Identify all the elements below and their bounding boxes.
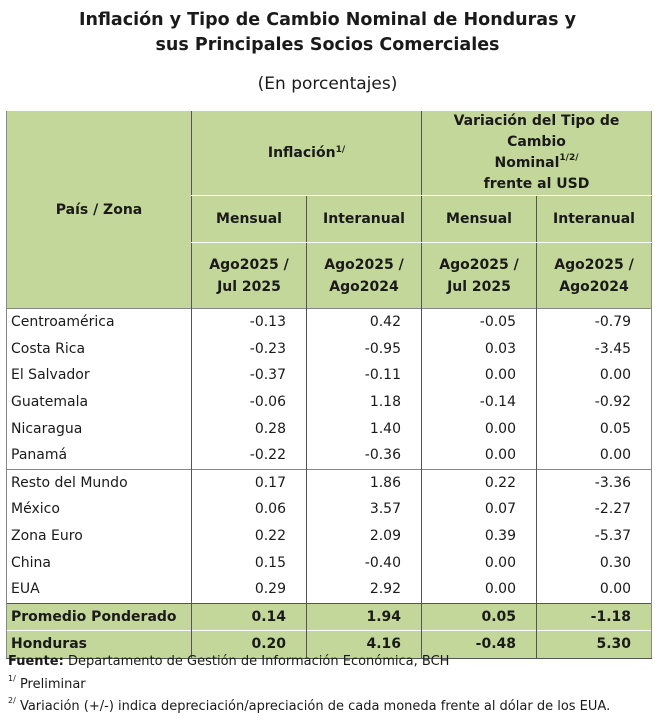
period-2-line2: Ago2024 <box>329 278 399 295</box>
cell-value: 0.28 <box>192 415 307 442</box>
row-label: Panamá <box>7 442 192 469</box>
footnotes <box>8 651 610 719</box>
cell-value: -0.06 <box>192 389 307 416</box>
cell-value: -3.45 <box>537 336 652 363</box>
footnote-1-marker: 1/ <box>8 673 16 683</box>
table-row <box>7 309 652 336</box>
cell-value: 0.39 <box>422 523 537 550</box>
summary-value: 0.05 <box>422 603 537 631</box>
cell-value: 0.00 <box>537 442 652 469</box>
summary-value: 4.16 <box>307 631 422 659</box>
row-label: El Salvador <box>7 362 192 389</box>
cell-value: 0.00 <box>537 576 652 603</box>
header-inflation-sup: 1/ <box>335 145 346 155</box>
cell-value: 0.00 <box>422 362 537 389</box>
header-exchange-monthly: Mensual <box>422 196 537 243</box>
cell-value: -0.79 <box>537 309 652 336</box>
cell-value: 0.03 <box>422 336 537 363</box>
cell-value: -0.92 <box>537 389 652 416</box>
summary-value: -1.18 <box>537 603 652 631</box>
header-inflation <box>192 111 422 196</box>
cell-value: 0.00 <box>537 362 652 389</box>
row-label: Zona Euro <box>7 523 192 550</box>
header-period-4 <box>537 243 652 309</box>
period-2-line1: Ago2025 / <box>324 256 404 273</box>
cell-value: 1.18 <box>307 389 422 416</box>
source-label: Fuente: <box>8 654 64 669</box>
summary-label: Promedio Ponderado <box>7 603 192 631</box>
cell-value: -0.14 <box>422 389 537 416</box>
source-text: Departamento de Gestión de Información Económica, BCH <box>67 654 450 669</box>
period-3-line2: Jul 2025 <box>447 278 511 295</box>
cell-value: 0.00 <box>422 415 537 442</box>
cell-value: 0.06 <box>192 496 307 523</box>
summary-value: 5.30 <box>537 631 652 659</box>
summary-value: 1.94 <box>307 603 422 631</box>
cell-value: 0.22 <box>192 523 307 550</box>
cell-value: -0.11 <box>307 362 422 389</box>
summary-value: -0.48 <box>422 631 537 659</box>
row-label: Costa Rica <box>7 336 192 363</box>
table-row <box>7 469 652 496</box>
cell-value: -0.23 <box>192 336 307 363</box>
row-label: Centroamérica <box>7 309 192 336</box>
cell-value: -0.36 <box>307 442 422 469</box>
cell-value: 0.42 <box>307 309 422 336</box>
footnote-2-marker: 2/ <box>8 696 16 705</box>
cell-value: -0.22 <box>192 442 307 469</box>
period-1-line1: Ago2025 / <box>209 256 289 273</box>
footnote-2-text: Variación (+/-) indica depreciación/apreciación de cada moneda frente al dólar de los EUA. <box>19 699 611 714</box>
cell-value: -0.05 <box>422 309 537 336</box>
cell-value: 0.15 <box>192 549 307 576</box>
period-4-line1: Ago2025 / <box>554 256 634 273</box>
row-label: Resto del Mundo <box>7 469 192 496</box>
header-period-2 <box>307 243 422 309</box>
cell-value: 0.00 <box>422 549 537 576</box>
table-row <box>7 523 652 550</box>
header-exchange-line3: frente al USD <box>483 176 590 192</box>
footnote-2 <box>8 696 610 719</box>
cell-value: 0.00 <box>422 576 537 603</box>
cell-value: 1.86 <box>307 469 422 496</box>
summary-value: 0.14 <box>192 603 307 631</box>
cell-value: -3.36 <box>537 469 652 496</box>
summary-value: 0.20 <box>192 631 307 659</box>
row-label: EUA <box>7 576 192 603</box>
row-label: China <box>7 549 192 576</box>
cell-value: 0.07 <box>422 496 537 523</box>
period-4-line2: Ago2024 <box>559 278 629 295</box>
table-row <box>7 442 652 469</box>
title-line-2: sus Principales Socios Comerciales <box>155 35 500 55</box>
data-table <box>6 111 652 659</box>
period-3-line1: Ago2025 / <box>439 256 519 273</box>
cell-value: 0.29 <box>192 576 307 603</box>
table-row <box>7 336 652 363</box>
cell-value: 0.17 <box>192 469 307 496</box>
header-exchange <box>422 111 652 196</box>
cell-value: 0.00 <box>422 442 537 469</box>
cell-value: -0.95 <box>307 336 422 363</box>
header-exchange-line2: Nominal <box>494 155 560 171</box>
source-note <box>8 651 610 674</box>
table-title <box>0 8 655 58</box>
period-1-line2: Jul 2025 <box>217 278 281 295</box>
table-row <box>7 496 652 523</box>
summary-row <box>7 603 652 631</box>
cell-value: 0.05 <box>537 415 652 442</box>
cell-value: 0.22 <box>422 469 537 496</box>
cell-value: 1.40 <box>307 415 422 442</box>
cell-value: -5.37 <box>537 523 652 550</box>
header-inflation-label: Inflación <box>267 145 336 161</box>
header-inflation-annual: Interanual <box>307 196 422 243</box>
cell-value: -0.40 <box>307 549 422 576</box>
row-label: Nicaragua <box>7 415 192 442</box>
header-exchange-sup: 1/2/ <box>559 153 579 163</box>
header-inflation-monthly: Mensual <box>192 196 307 243</box>
cell-value: 2.92 <box>307 576 422 603</box>
table-subtitle: (En porcentajes) <box>257 74 398 94</box>
footnote-1-text: Preliminar <box>19 676 86 692</box>
title-line-1: Inflación y Tipo de Cambio Nominal de Honduras y <box>78 10 576 30</box>
header-period-3 <box>422 243 537 309</box>
header-country <box>7 111 192 309</box>
row-label: Guatemala <box>7 389 192 416</box>
header-period-1 <box>192 243 307 309</box>
cell-value: 0.30 <box>537 549 652 576</box>
footnote-1 <box>8 674 610 697</box>
cell-value: -2.27 <box>537 496 652 523</box>
table-row <box>7 415 652 442</box>
header-country-label: País / Zona <box>55 201 143 218</box>
cell-value: 3.57 <box>307 496 422 523</box>
header-exchange-line1: Variación del Tipo de Cambio <box>453 113 620 150</box>
table-row <box>7 389 652 416</box>
row-label: México <box>7 496 192 523</box>
table-row <box>7 549 652 576</box>
summary-label: Honduras <box>7 631 192 659</box>
table-row <box>7 362 652 389</box>
cell-value: -0.13 <box>192 309 307 336</box>
cell-value: 2.09 <box>307 523 422 550</box>
header-exchange-annual: Interanual <box>537 196 652 243</box>
cell-value: -0.37 <box>192 362 307 389</box>
table-row <box>7 576 652 603</box>
